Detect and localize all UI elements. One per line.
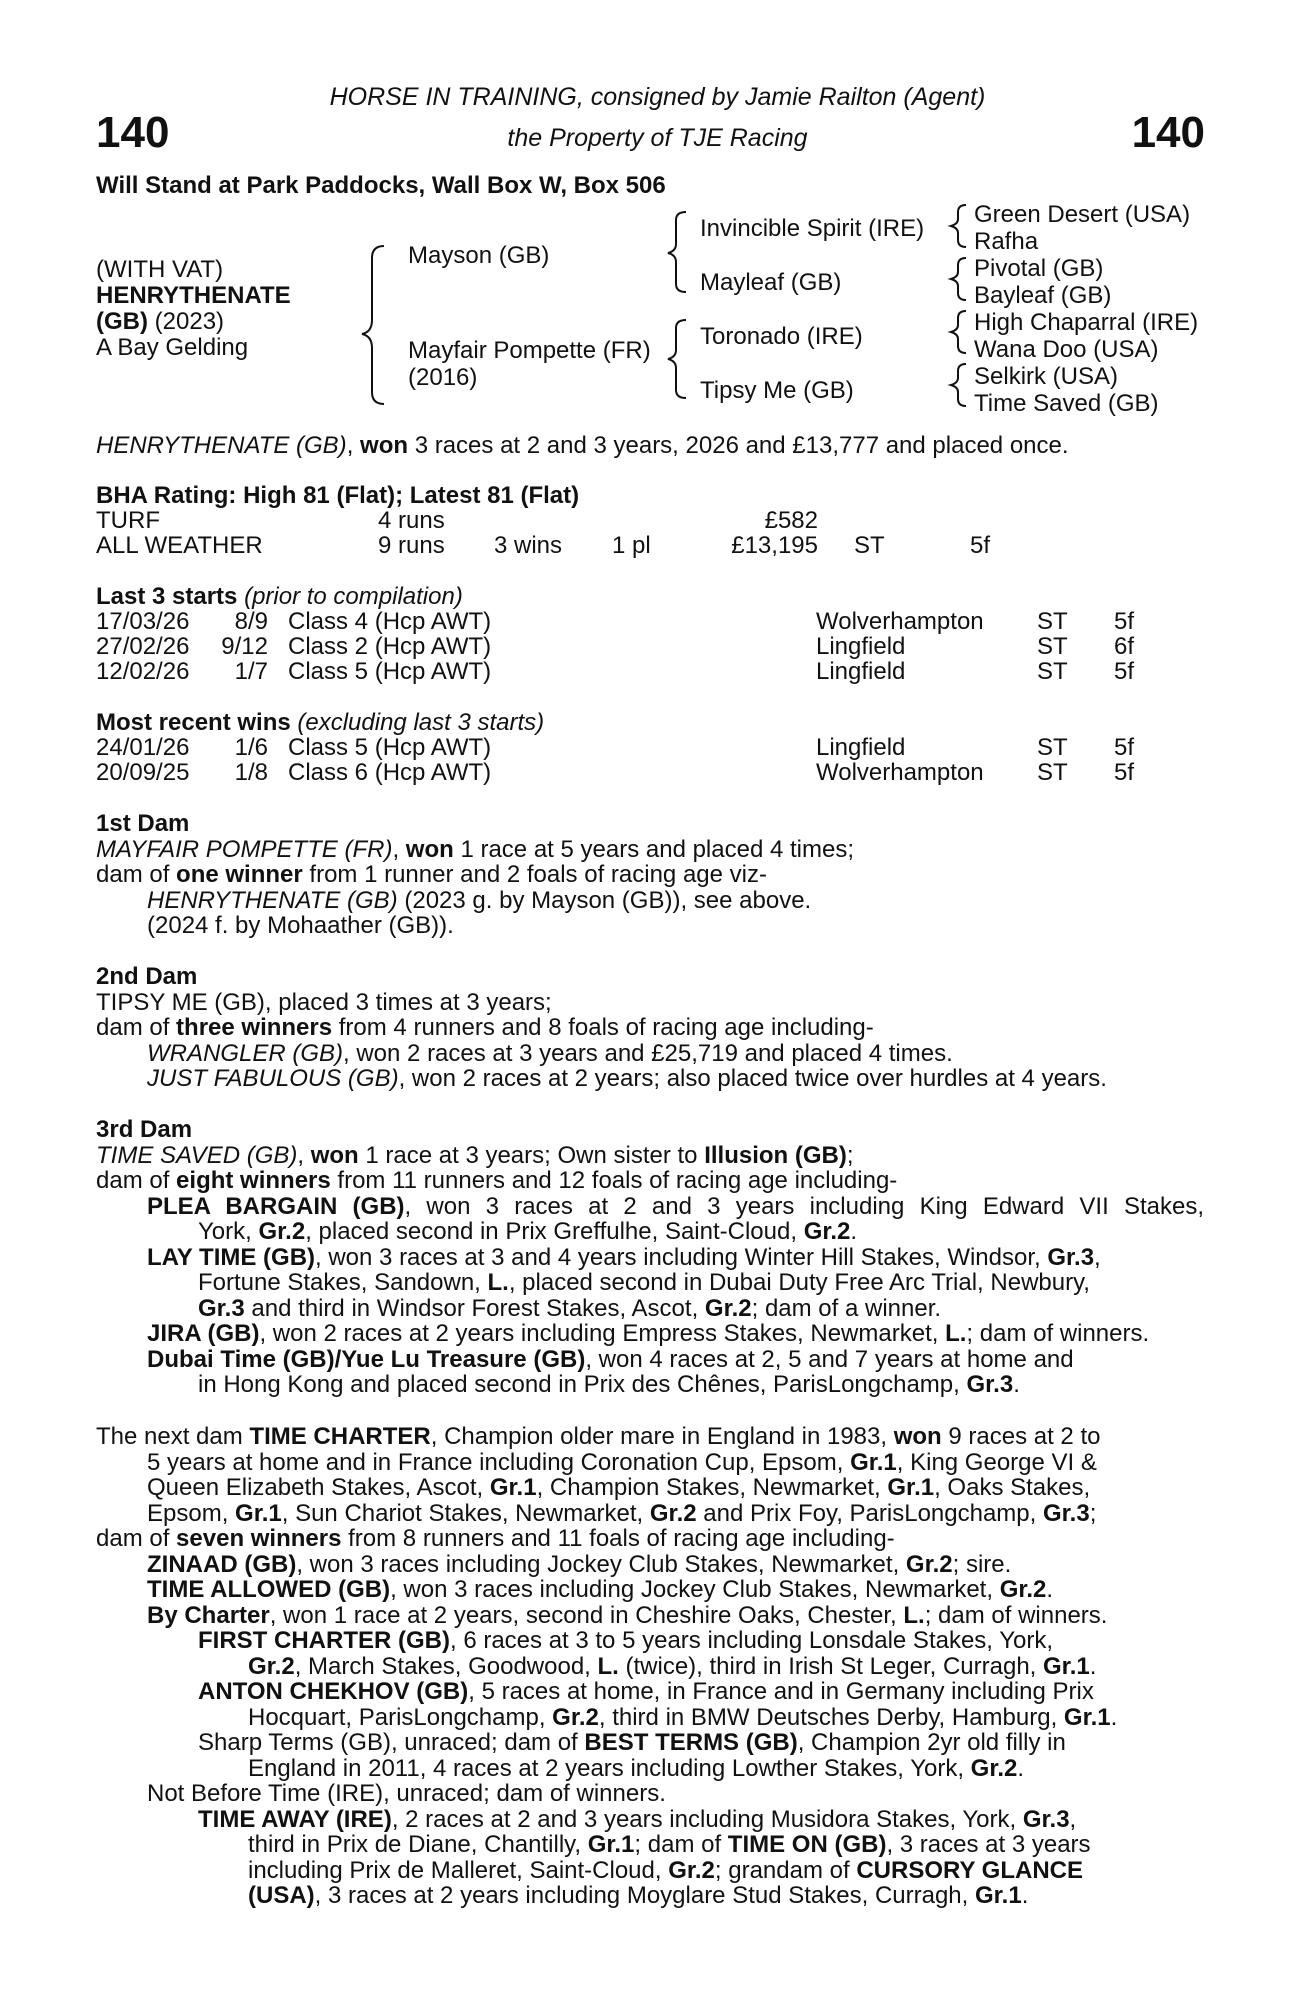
text-run: from 11 runners and 12 foals of racing age including- xyxy=(330,1167,898,1194)
text-run-bold: Gr.2 xyxy=(970,1754,1018,1782)
text-run: , won 3 races at 3 and 4 years including Winter Hill Stakes, Windsor, xyxy=(315,1243,1048,1271)
vat-label: (WITH VAT) xyxy=(96,256,224,283)
text-run: , Champion older mare in England in 1983, xyxy=(430,1423,894,1450)
text-run-bold: Gr.3 xyxy=(1042,1499,1090,1527)
text-run: , 5 races at home, in France and in Germany including Prix xyxy=(468,1678,1094,1705)
text-run: 1 race at 3 years; Own sister to xyxy=(358,1141,705,1169)
text-run-bold: L. xyxy=(903,1601,925,1629)
text-run: from 4 runners and 8 foals of racing age including- xyxy=(332,1014,874,1041)
consignor-line: HORSE IN TRAINING, consigned by Jamie Railton (Agent) xyxy=(329,83,986,111)
win-row-class: Class 5 (Hcp AWT) xyxy=(288,734,492,761)
produce-name: CURSORY GLANCE xyxy=(856,1856,1084,1884)
text-run: , won 2 races at 3 years and £25,719 and placed 4 times. xyxy=(343,1039,953,1067)
text-run: . xyxy=(1089,1652,1097,1680)
start-row-pos: 1/7 xyxy=(234,658,268,685)
rating-row-aw-placed: 1 pl xyxy=(612,532,651,559)
summary-text: 3 races at 2 and 3 years, 2026 and £13,777 and placed once. xyxy=(408,432,1069,459)
produce-entry-line xyxy=(96,1321,1204,1347)
horse-origin: (GB) xyxy=(96,308,148,335)
text-run: and third in Windsor Forest Stakes, Ascot, xyxy=(244,1294,705,1322)
start-row-course: Lingfield xyxy=(816,633,906,660)
pedigree-g3: Pivotal (GB) xyxy=(974,255,1104,282)
pedigree-dam-year: (2016) xyxy=(408,364,478,391)
produce-entry-line xyxy=(96,1372,1204,1398)
text-run: . xyxy=(1021,1882,1029,1909)
next-dam-name: TIME CHARTER xyxy=(249,1423,431,1450)
produce-name: HENRYTHENATE (GB) xyxy=(147,886,398,914)
text-run-bold: Gr.1 xyxy=(887,1474,935,1501)
text-run-bold: Gr.1 xyxy=(974,1882,1022,1909)
produce-name: Dubai Time (GB)/Yue Lu Treasure (GB) xyxy=(147,1345,586,1373)
property-line: the Property of TJE Racing xyxy=(507,124,808,152)
text-run: The next dam xyxy=(96,1423,250,1450)
text-run-bold: Gr.3 xyxy=(198,1294,245,1322)
text-run: dam of xyxy=(96,861,177,888)
start-row-dist: 6f xyxy=(1114,633,1135,660)
text-run: , King George VI & xyxy=(896,1448,1097,1476)
race-summary xyxy=(96,433,1069,458)
start-row-going: ST xyxy=(1037,633,1068,660)
text-run-bold: Gr.3 xyxy=(1047,1243,1095,1271)
next-dam-line xyxy=(96,1756,1204,1782)
text-run: , won 2 races at 2 years including Empress Stakes, Newmarket, xyxy=(259,1320,946,1347)
text-run-bold: Gr.1 xyxy=(489,1474,537,1501)
next-dam-line xyxy=(96,1883,1204,1909)
win-row-class: Class 6 (Hcp AWT) xyxy=(288,759,492,786)
text-run-bold: Gr.2 xyxy=(803,1218,851,1245)
next-dam-line xyxy=(96,1526,1204,1552)
second-dam-produce-1 xyxy=(96,1041,1204,1067)
next-dam-line xyxy=(96,1654,1204,1680)
produce-entry-line xyxy=(96,1270,1204,1296)
bha-rating-heading: BHA Rating: High 81 (Flat); Latest 81 (Flat) xyxy=(96,482,580,509)
produce-entry-line xyxy=(96,1194,1204,1220)
text-run: , won 3 races at 2 and 3 years including King Edward VII Stakes, xyxy=(404,1192,1204,1220)
pedigree-sire-dam: Mayleaf (GB) xyxy=(700,269,842,296)
text-run-bold: Gr.1 xyxy=(1043,1652,1090,1680)
start-row-going: ST xyxy=(1037,608,1068,635)
horse-year: (2023) xyxy=(147,308,225,335)
start-row-date: 17/03/26 xyxy=(96,608,190,635)
second-dam-heading: 2nd Dam xyxy=(96,963,198,990)
text-run: , 3 races at 3 years xyxy=(886,1831,1091,1858)
third-dam-name: TIME SAVED (GB) xyxy=(96,1141,298,1169)
text-run-bold: Gr.3 xyxy=(966,1371,1014,1398)
text-run: dam of xyxy=(96,1525,177,1552)
pedigree-g6: Wana Doo (USA) xyxy=(974,336,1159,363)
win-row-pos: 1/6 xyxy=(234,734,268,761)
pedigree-dam-sire: Toronado (IRE) xyxy=(700,323,863,350)
produce-name: TIME AWAY (IRE) xyxy=(198,1805,392,1833)
next-dam-line xyxy=(96,1628,1204,1654)
location-line: Will Stand at Park Paddocks, Wall Box W, Box 506 xyxy=(96,172,666,199)
text-run: dam of xyxy=(96,1014,177,1041)
produce-name: PLEA BARGAIN (GB) xyxy=(147,1192,405,1220)
text-run: in Hong Kong and placed second in Prix des Chênes, ParisLongchamp, xyxy=(198,1371,967,1398)
next-dam-line xyxy=(96,1577,1204,1603)
text-run: ; grandam of xyxy=(714,1856,857,1884)
pedigree-g4: Bayleaf (GB) xyxy=(974,282,1112,309)
text-run: , placed second in Dubai Duty Free Arc Trial, Newbury, xyxy=(508,1269,1090,1296)
text-run-bold: Gr.2 xyxy=(668,1856,715,1884)
pedigree-g8: Time Saved (GB) xyxy=(974,390,1159,417)
text-run: Sharp Terms (GB), unraced; dam of xyxy=(198,1729,585,1756)
text-run: , xyxy=(1069,1805,1077,1833)
text-run: , Sun Chariot Stakes, Newmarket, xyxy=(281,1499,650,1527)
text-run: , won 4 races at 2, 5 and 7 years at home and xyxy=(585,1345,1074,1373)
win-row-course: Wolverhampton xyxy=(816,759,984,786)
text-run: Hocquart, ParisLongchamp, xyxy=(248,1703,553,1731)
text-run: ; dam of xyxy=(634,1831,728,1858)
summary-won: won xyxy=(360,432,409,459)
second-dam-produce-2 xyxy=(96,1066,1204,1092)
produce-name: JUST FABULOUS (GB) xyxy=(147,1065,399,1092)
pedigree-sire-sire: Invincible Spirit (IRE) xyxy=(700,215,925,242)
win-row-date: 24/01/26 xyxy=(96,734,190,761)
text-run-bold: seven winners xyxy=(176,1525,342,1552)
rating-row-aw-surface: ALL WEATHER xyxy=(96,532,263,559)
text-run-bold: L. xyxy=(597,1652,619,1680)
text-run: ; dam of winners. xyxy=(966,1320,1150,1347)
rating-row-aw-runs: 9 runs xyxy=(378,532,445,559)
text-run: (twice), third in Irish St Leger, Curragh, xyxy=(618,1652,1044,1680)
rating-row-aw-wins: 3 wins xyxy=(494,532,563,559)
next-dam-line xyxy=(96,1603,1204,1629)
second-dam-line1: TIPSY ME (GB), placed 3 times at 3 years; xyxy=(96,988,552,1016)
text-run: , placed second in Prix Greffulhe, Saint-Cloud, xyxy=(305,1218,804,1245)
rating-row-aw-dist: 5f xyxy=(970,532,991,559)
text-run-bold: won xyxy=(893,1423,942,1450)
text-run: . xyxy=(1046,1576,1054,1603)
win-row-dist: 5f xyxy=(1114,734,1135,761)
produce-name: ZINAAD (GB) xyxy=(147,1550,297,1578)
text-run: third in Prix de Diane, Chantilly, xyxy=(248,1831,588,1858)
start-row-course: Wolverhampton xyxy=(816,608,984,635)
text-run-bold: Gr.1 xyxy=(850,1448,897,1476)
text-run-bold: Gr.2 xyxy=(999,1576,1047,1603)
text-run: England in 2011, 4 races at 2 years including Lowther Stakes, York, xyxy=(248,1754,971,1782)
produce-name: WRANGLER (GB) xyxy=(147,1039,344,1067)
produce-name: TIME ALLOWED (GB) xyxy=(147,1576,391,1603)
text-run: , won 3 races including Jockey Club Stakes, Newmarket, xyxy=(390,1576,1000,1603)
text-run: . xyxy=(1017,1754,1025,1782)
text-run: , March Stakes, Goodwood, xyxy=(294,1652,598,1680)
text-run: dam of xyxy=(96,1167,177,1194)
text-run: 5 years at home and in France including Coronation Cup, Epsom, xyxy=(147,1448,851,1476)
text-run: , Oaks Stakes, xyxy=(934,1474,1091,1501)
text-run: ; xyxy=(846,1141,854,1169)
start-row-dist: 5f xyxy=(1114,608,1135,635)
text-run-bold: Gr.1 xyxy=(235,1499,282,1527)
start-row-date: 27/02/26 xyxy=(96,633,190,660)
text-run: . xyxy=(1110,1703,1118,1731)
third-dam-line2 xyxy=(96,1168,1204,1194)
text-run-bold: L. xyxy=(945,1320,967,1347)
first-dam-produce-1 xyxy=(96,888,1204,914)
text-run-bold: won xyxy=(310,1141,359,1169)
text-run: York, xyxy=(198,1218,259,1245)
text-run: 1 race at 5 years and placed 4 times; xyxy=(453,835,854,863)
text-run: , 6 races at 3 to 5 years including Lonsdale Stakes, York, xyxy=(449,1627,1054,1654)
win-row-going: ST xyxy=(1037,759,1068,786)
text-run-bold: Gr.2 xyxy=(649,1499,697,1527)
produce-name: ANTON CHEKHOV (GB) xyxy=(198,1678,469,1705)
next-dam-line xyxy=(96,1501,1204,1527)
win-row-date: 20/09/25 xyxy=(96,759,190,786)
last3-heading xyxy=(96,584,463,609)
rating-row-turf-prize: £582 xyxy=(764,507,818,534)
text-run: including Prix de Malleret, Saint-Cloud, xyxy=(248,1856,669,1884)
summary-sep: , xyxy=(346,432,361,459)
rating-row-aw-going: ST xyxy=(854,532,885,559)
text-run: ; xyxy=(1089,1499,1097,1527)
text-run-bold: Gr.1 xyxy=(587,1831,635,1858)
start-row-pos: 8/9 xyxy=(234,608,268,635)
produce-entry-line xyxy=(96,1296,1204,1322)
recent-wins-title: Most recent wins xyxy=(96,709,291,736)
text-run: , xyxy=(297,1141,311,1169)
pedigree-g5: High Chaparral (IRE) xyxy=(974,309,1199,336)
win-row-dist: 5f xyxy=(1114,759,1135,786)
text-run-bold: Gr.2 xyxy=(704,1294,752,1322)
pedigree-sire: Mayson (GB) xyxy=(408,242,550,269)
next-dam-line xyxy=(96,1679,1204,1705)
rating-row-aw-prize: £13,195 xyxy=(731,532,818,559)
first-dam-produce-2: (2024 f. by Mohaather (GB)). xyxy=(147,912,454,939)
text-run-bold: Gr.2 xyxy=(552,1703,599,1731)
third-dam-heading: 3rd Dam xyxy=(96,1116,193,1143)
next-dam-section xyxy=(96,1424,1204,1909)
last3-note: (prior to compilation) xyxy=(237,583,463,610)
text-run: , third in BMW Deutsches Derby, Hamburg, xyxy=(598,1703,1064,1731)
recent-wins-heading xyxy=(96,710,544,735)
produce-entry-line xyxy=(96,1219,1204,1245)
start-row-course: Lingfield xyxy=(816,658,906,685)
text-run-bold: one winner xyxy=(176,861,303,888)
start-row-date: 12/02/26 xyxy=(96,658,190,685)
start-row-class: Class 2 (Hcp AWT) xyxy=(288,633,492,660)
win-row-going: ST xyxy=(1037,734,1068,761)
text-run: , 2 races at 2 and 3 years including Musidora Stakes, York, xyxy=(391,1805,1023,1833)
next-dam-line xyxy=(96,1858,1204,1884)
produce-name: (USA) xyxy=(248,1882,315,1909)
text-run: Epsom, xyxy=(147,1499,236,1527)
start-row-class: Class 4 (Hcp AWT) xyxy=(288,608,492,635)
first-dam-heading: 1st Dam xyxy=(96,810,190,837)
text-run-bold: Illusion (GB) xyxy=(704,1141,847,1169)
text-run-bold: Gr.2 xyxy=(905,1550,953,1578)
next-dam-line xyxy=(96,1730,1204,1756)
produce-name: TIME ON (GB) xyxy=(727,1831,887,1858)
text-run: ; dam of winners. xyxy=(924,1601,1108,1629)
text-run: from 8 runners and 11 foals of racing age including- xyxy=(341,1525,895,1552)
next-dam-line xyxy=(96,1807,1204,1833)
text-run-bold: three winners xyxy=(176,1014,333,1041)
text-run: , 3 races at 2 years including Moyglare Stud Stakes, Curragh, xyxy=(314,1882,975,1909)
text-run: 9 races at 2 to xyxy=(941,1423,1101,1450)
text-run: , won 1 race at 2 years, second in Cheshire Oaks, Chester, xyxy=(269,1601,904,1629)
lot-number-right: 140 xyxy=(1131,108,1205,157)
produce-name: By Charter xyxy=(147,1601,270,1629)
next-dam-line xyxy=(96,1832,1204,1858)
text-run: . xyxy=(1013,1371,1020,1398)
second-dam-section xyxy=(96,964,1204,1092)
second-dam-line2 xyxy=(96,1015,1204,1041)
pedigree-dam: Mayfair Pompette (FR) xyxy=(408,337,651,364)
text-run: , xyxy=(392,835,406,863)
start-row-going: ST xyxy=(1037,658,1068,685)
text-run: , Champion 2yr old filly in xyxy=(797,1729,1066,1756)
text-run: Fortune Stakes, Sandown, xyxy=(198,1269,488,1296)
horse-description: A Bay Gelding xyxy=(96,334,249,361)
text-run: from 1 runner and 2 foals of racing age viz- xyxy=(302,861,767,888)
text-run: ; sire. xyxy=(952,1550,1012,1578)
first-dam-section xyxy=(96,811,1204,939)
next-dam-line xyxy=(96,1475,1204,1501)
lot-number-left: 140 xyxy=(96,108,170,157)
rating-row-turf-surface: TURF xyxy=(96,507,160,534)
text-run: , won 2 races at 2 years; also placed twice over hurdles at 4 years. xyxy=(398,1065,1107,1092)
pedigree-g7: Selkirk (USA) xyxy=(974,363,1119,390)
text-run: , won 3 races including Jockey Club Stakes, Newmarket, xyxy=(296,1550,906,1578)
next-dam-line xyxy=(96,1450,1204,1476)
produce-entry-line xyxy=(96,1245,1204,1271)
text-run: , Champion Stakes, Newmarket, xyxy=(536,1474,888,1501)
next-dam-line: Not Before Time (IRE), unraced; dam of winners. xyxy=(147,1780,666,1807)
text-run: Queen Elizabeth Stakes, Ascot, xyxy=(147,1474,490,1501)
text-run: and Prix Foy, ParisLongchamp, xyxy=(696,1499,1043,1527)
pedigree-dam-dam: Tipsy Me (GB) xyxy=(700,377,854,404)
next-dam-line xyxy=(96,1424,1204,1450)
recent-wins-note: (excluding last 3 starts) xyxy=(290,709,545,736)
first-dam-name: MAYFAIR POMPETTE (FR) xyxy=(96,835,393,863)
third-dam-line1 xyxy=(96,1143,1204,1169)
produce-name: JIRA (GB) xyxy=(147,1320,260,1347)
win-row-pos: 1/8 xyxy=(234,759,268,786)
start-row-class: Class 5 (Hcp AWT) xyxy=(288,658,492,685)
pedigree-g2: Rafha xyxy=(974,228,1039,255)
produce-name: BEST TERMS (GB) xyxy=(584,1729,798,1756)
win-row-course: Lingfield xyxy=(816,734,906,761)
pedigree-g1: Green Desert (USA) xyxy=(974,201,1191,228)
text-run: . xyxy=(850,1218,858,1245)
next-dam-line xyxy=(96,1552,1204,1578)
next-dam-line xyxy=(96,1705,1204,1731)
horse-name: HENRYTHENATE xyxy=(96,282,291,309)
produce-name: FIRST CHARTER (GB) xyxy=(198,1627,450,1654)
text-run-bold: Gr.1 xyxy=(1063,1703,1111,1731)
text-run: (2023 g. by Mayson (GB)), see above. xyxy=(397,886,812,914)
text-run-bold: Gr.2 xyxy=(248,1652,295,1680)
summary-horse-name: HENRYTHENATE (GB) xyxy=(96,432,347,459)
text-run: ; dam of a winner. xyxy=(751,1294,942,1322)
produce-entry-line xyxy=(96,1347,1204,1373)
first-dam-line2 xyxy=(96,862,1204,888)
first-dam-line1 xyxy=(96,837,1204,863)
text-run-bold: L. xyxy=(487,1269,509,1296)
produce-name: LAY TIME (GB) xyxy=(147,1243,316,1271)
text-run-bold: eight winners xyxy=(176,1167,331,1194)
text-run-bold: won xyxy=(405,835,454,863)
start-row-pos: 9/12 xyxy=(221,633,268,660)
last3-title: Last 3 starts xyxy=(96,583,238,610)
third-dam-section xyxy=(96,1117,1204,1398)
text-run-bold: Gr.2 xyxy=(258,1218,306,1245)
start-row-dist: 5f xyxy=(1114,658,1135,685)
text-run-bold: Gr.3 xyxy=(1022,1805,1070,1833)
rating-row-turf-runs: 4 runs xyxy=(378,507,445,534)
text-run: , xyxy=(1094,1243,1101,1271)
